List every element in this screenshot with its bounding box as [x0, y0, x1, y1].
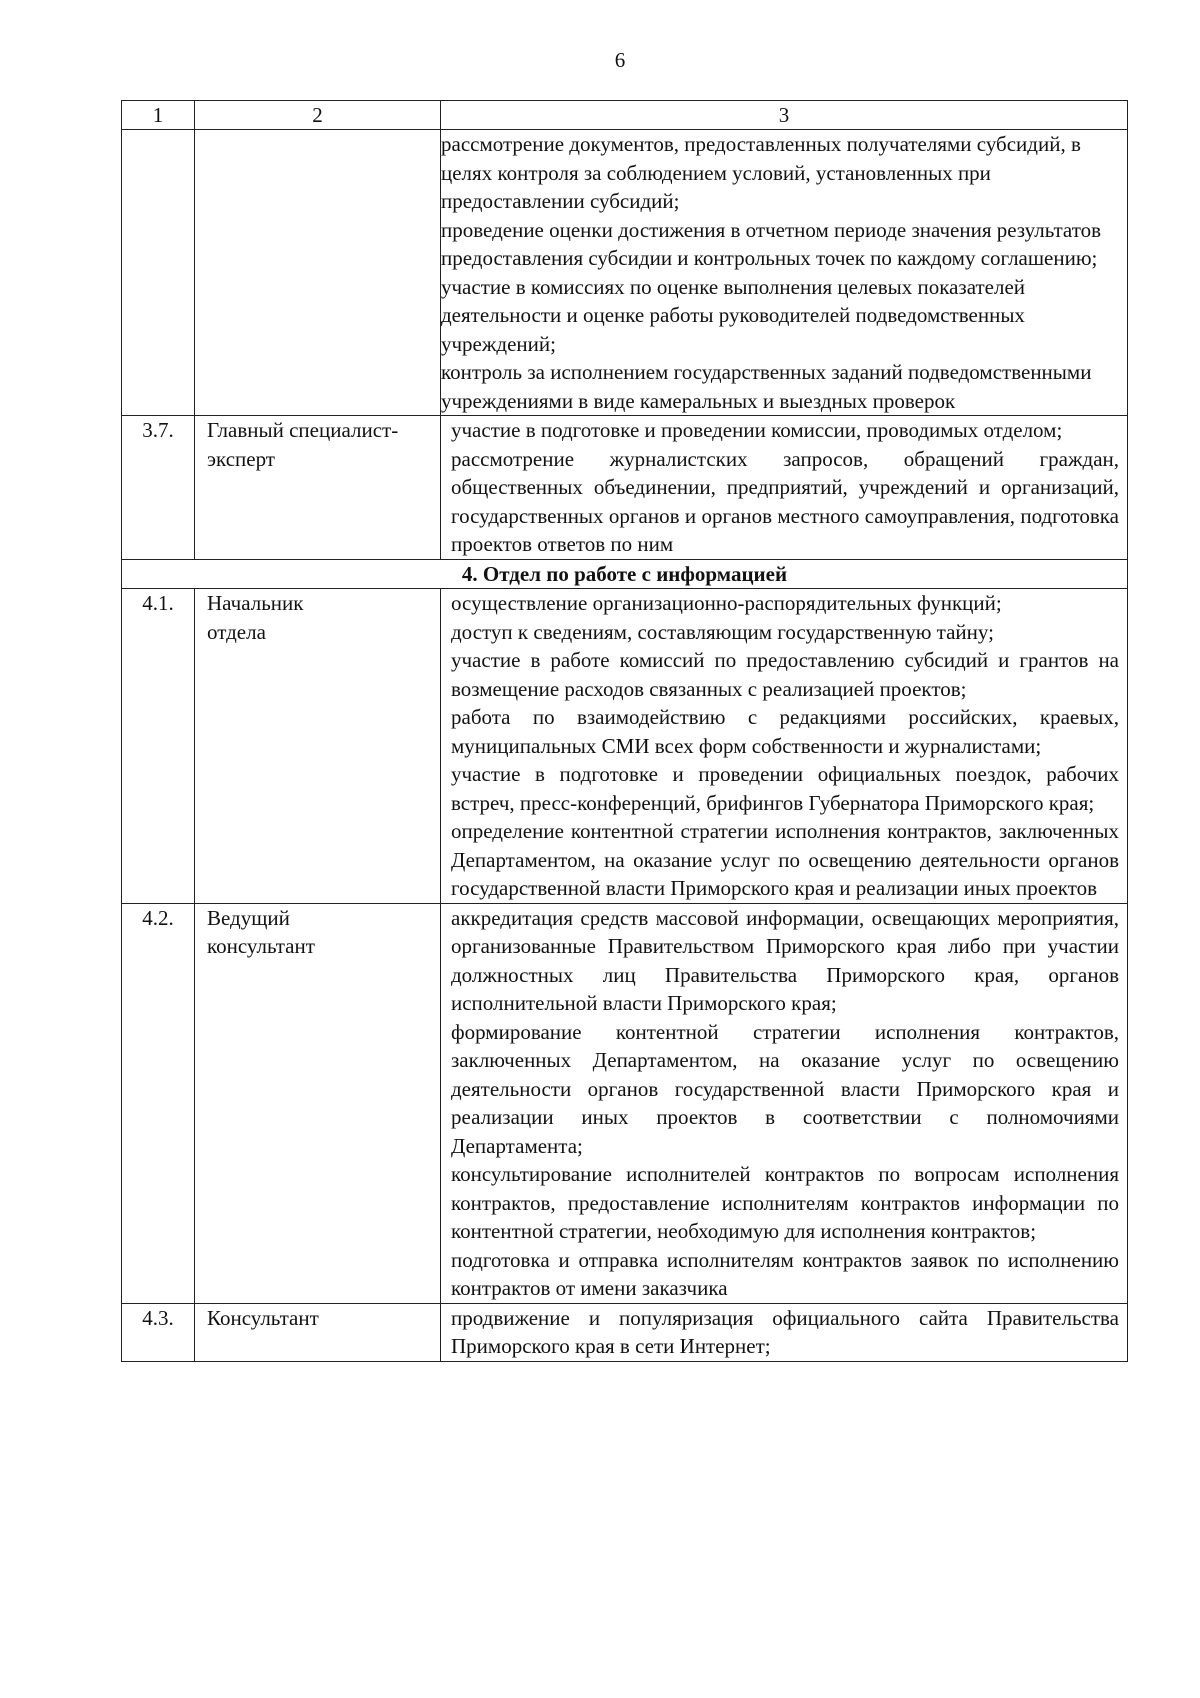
duty-item: подготовка и отправка исполнителям контрактов заявок по исполнению контрактов от имени заказчика — [451, 1247, 1119, 1300]
position-title — [195, 903, 441, 1303]
duty-item: определение контентной стратегии исполнения контрактов, заключенных Департаментом, на оказание услуг по освещению деятельности органов государственной власти Приморского края и реализации иных проектов — [451, 819, 1119, 900]
page-number: 6 — [614, 48, 626, 72]
row-number: 4.2. — [122, 903, 195, 1303]
duty-item: участие в комиссиях по оценке выполнения целевых показателей деятельности и оценке работы руководителей подведомственных учреждений; — [441, 274, 1026, 356]
column-header-1: 1 — [122, 101, 195, 130]
duties-cell — [441, 416, 1128, 560]
duty-item: контроль за исполнением государственных заданий подведомственными учреждениями в виде камеральных и выездных проверок — [441, 360, 1092, 413]
table-row-4-2 — [122, 903, 1128, 1303]
row-number: 4.3. — [122, 1303, 195, 1361]
row-number: 3.7. — [122, 416, 195, 560]
duty-item: доступ к сведениям, составляющим государственную тайну; — [451, 619, 994, 644]
position-line: консультант — [207, 934, 315, 958]
table-row-3-7 — [122, 416, 1128, 560]
duties-cell — [441, 589, 1128, 904]
duty-item: участие в подготовке и проведении комиссии, проводимых отделом; — [451, 418, 1063, 442]
duty-item: рассмотрение журналистских запросов, обращений граждан, общественных объединении, предприятий, учреждений и организаций, государственных органов и органов местного самоуправления, подготовка проектов ответов по ним — [451, 446, 1119, 556]
duties-cell — [441, 130, 1128, 416]
column-header-2: 2 — [195, 101, 441, 130]
table-row-4-3 — [122, 1303, 1128, 1361]
position-title: Главный специалист-эксперт — [195, 416, 441, 560]
duties-table — [121, 100, 1128, 1362]
duty-item: аккредитация средств массовой информации, освещающих мероприятия, организованные Правительством Приморского края либо при участии должностных лиц Правительства Приморского края, органов исполнительной власти Приморского края; — [451, 905, 1119, 1015]
position-line: Ведущий — [207, 905, 290, 930]
duties-cell — [441, 903, 1128, 1303]
position-line: Начальник — [207, 591, 304, 615]
row-number-cell — [122, 130, 195, 416]
section-header-row — [122, 559, 1128, 589]
table-row-continuation — [122, 130, 1128, 416]
column-header-3: 3 — [441, 101, 1128, 130]
table-header-row — [122, 101, 1128, 130]
position-title — [195, 589, 441, 904]
duty-item: рассмотрение документов, предоставленных получателями субсидий, в целях контроля за соблюдением условий, установленных при предоставлении субсидий; — [441, 132, 1081, 213]
duty-item: консультирование исполнителей контрактов по вопросам исполнения контрактов, предоставление исполнителям контрактов информации по контентной стратегии, необходимую для исполнения контрактов; — [451, 1162, 1119, 1243]
duty-item: продвижение и популяризация официального сайта Правительства Приморского края в сети Интернет; — [451, 1305, 1119, 1358]
position-title — [195, 1303, 441, 1361]
table-row-4-1 — [122, 589, 1128, 904]
duty-item: работа по взаимодействию с редакциями российских, краевых, муниципальных СМИ всех форм собственности и журналистами; — [451, 705, 1119, 758]
section-title: 4. Отдел по работе с информацией — [122, 559, 1128, 589]
position-line: отдела — [207, 619, 266, 644]
duty-item: участие в подготовке и проведении официальных поездок, рабочих встреч, пресс-конференций, брифингов Губернатора Приморского края; — [451, 762, 1119, 815]
duty-item: участие в работе комиссий по предоставлению субсидий и грантов на возмещение расходов связанных с реализацией проектов; — [451, 648, 1119, 701]
duty-item: проведение оценки достижения в отчетном периоде значения результатов предоставления субсидии и контрольных точек по каждому соглашению; — [441, 217, 1102, 270]
row-number: 4.1. — [122, 589, 195, 904]
duties-cell — [441, 1303, 1128, 1361]
position-line: Консультант — [207, 1305, 319, 1330]
duty-item: осуществление организационно-распорядительных функций; — [451, 591, 1002, 615]
position-cell — [195, 130, 441, 416]
duty-item: формирование контентной стратегии исполнения контрактов, заключенных Департаментом, на оказание услуг по освещению деятельности органов государственной власти Приморского края и реализации иных проектов в соответствии с полномочиями Департамента; — [451, 1019, 1119, 1158]
